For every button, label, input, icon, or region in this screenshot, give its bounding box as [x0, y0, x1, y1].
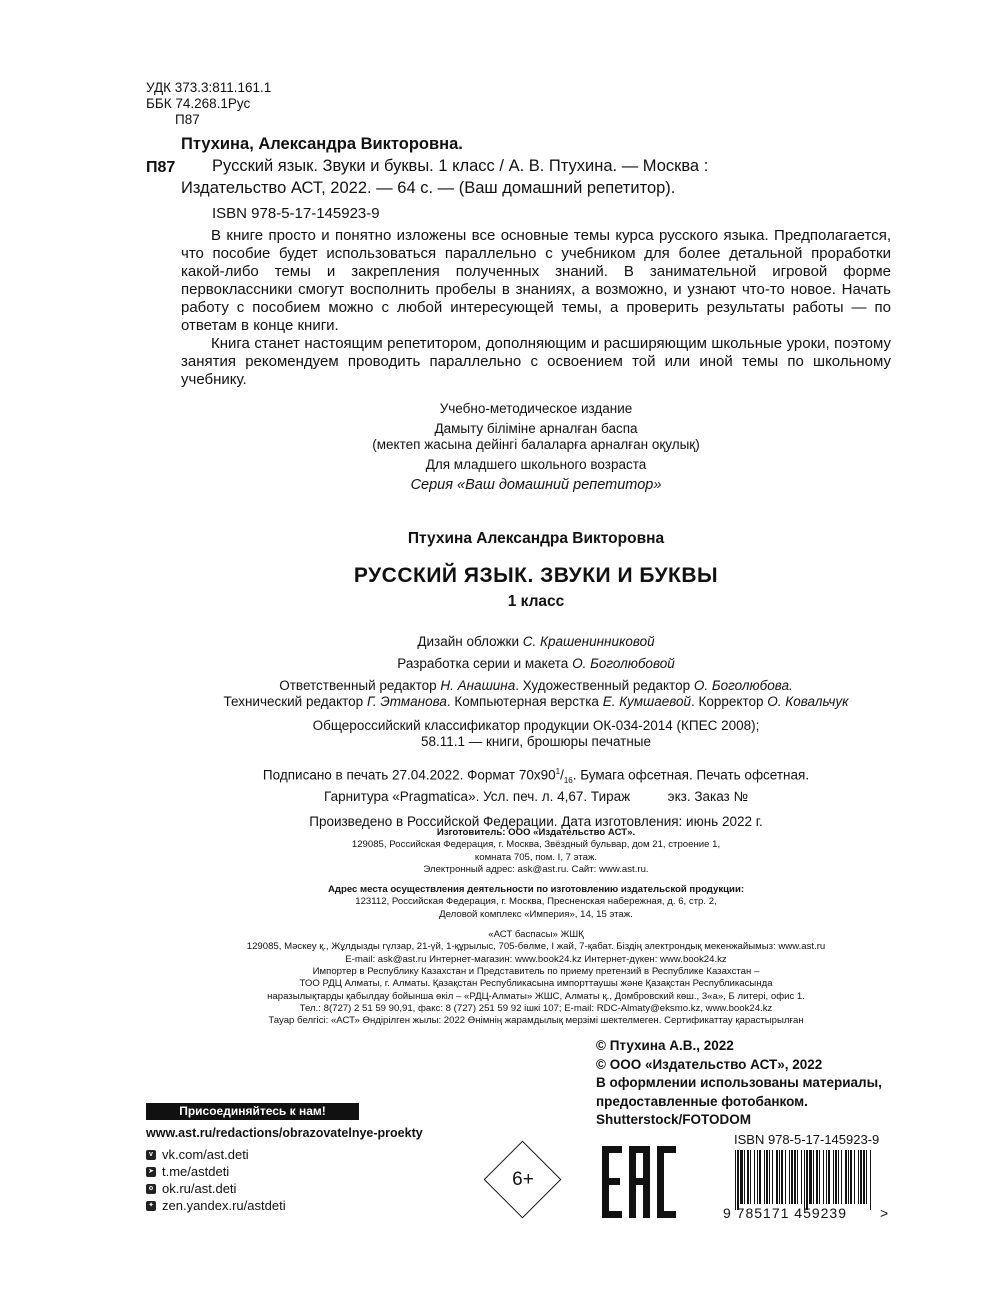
- barcode-bar: [870, 1150, 871, 1210]
- kz-line-2: 129085, Мәскеу қ., Жұлдызды гүлзар, 21-үй, 1-құрылыс, 705-бөлме, I жай, 7-қабат. Біздің электрондық мекенжайымыз: www.ast.ru: [246, 941, 826, 953]
- edition-block: [181, 401, 891, 493]
- social-telegram-text: t.me/astdeti: [162, 1164, 230, 1179]
- kz-line-3: E-mail: ask@ast.ru Интернет-магазин: www.book24.kz Интернет-дүкен: www.book24.kz: [345, 953, 727, 965]
- barcode-bar: [804, 1150, 805, 1210]
- udk: УДК 373.3:811.161.1: [146, 80, 272, 95]
- credit-tech: [181, 694, 891, 710]
- barcode-bar: [747, 1150, 749, 1204]
- credit-layout-label: . Компьютерная верстка: [446, 694, 603, 709]
- format-denominator: 16: [563, 776, 573, 786]
- title-author: Птухина Александра Викторовна: [407, 530, 665, 547]
- credit-art-name: О. Боголюбова.: [693, 678, 793, 693]
- edition-type: Учебно-методическое издание: [439, 401, 633, 416]
- credit-cover-label: Дизайн обложки: [417, 634, 523, 649]
- barcode-bar: [764, 1150, 765, 1204]
- manufacturer-line-2: комната 705, пом. I, 7 этаж.: [474, 851, 598, 863]
- author-code: П87: [175, 112, 200, 127]
- author-code-left: П87: [146, 159, 176, 176]
- made-in: Произведено в Российской Федерации. Дата изготовления: июнь 2022 г.: [309, 814, 763, 830]
- kz-line-5: ТОО РДЦ Алматы, г. Алматы. Қазақстан Республикасына импорттаушы және Қазақстан Республикасында: [299, 978, 773, 990]
- credit-art-label: . Художественный редактор: [515, 678, 694, 693]
- barcode-bar: [779, 1150, 780, 1204]
- barcode-bar: [850, 1150, 852, 1204]
- barcode-bars: [733, 1150, 877, 1210]
- barcode-bar: [791, 1150, 793, 1204]
- credit-tech-label: Технический редактор: [223, 694, 367, 709]
- edition-age: Для младшего школьного возраста: [425, 457, 647, 472]
- barcode-bar: [789, 1150, 790, 1204]
- eac-logo: [602, 1146, 676, 1218]
- barcode-bar: [740, 1150, 743, 1204]
- isbn-line: ISBN 978-5-17-145923-9: [212, 205, 380, 222]
- credit-layout-name: Е. Кумшаевой: [602, 694, 692, 709]
- social-vk-text: vk.com/ast.deti: [162, 1147, 249, 1162]
- join-url[interactable]: www.ast.ru/redactions/obrazovatelnye-proekty: [146, 1126, 423, 1140]
- credit-series-label: Разработка серии и макета: [397, 656, 573, 671]
- bibliography-line-2: Издательство АСТ, 2022. — 64 с. — (Ваш домашний репетитор).: [181, 179, 676, 197]
- barcode-bar: [845, 1150, 847, 1204]
- barcode-arrow: >: [880, 1205, 889, 1221]
- credit-cover-name: С. Крашенинниковой: [522, 634, 655, 649]
- credit-corr-name: О. Ковальчук: [767, 694, 849, 709]
- barcode-bar: [772, 1150, 773, 1204]
- credit-corr-label: . Корректор: [691, 694, 768, 709]
- credit-series: [181, 656, 891, 678]
- credit-cover: [181, 634, 891, 656]
- odnoklassniki-icon: o: [146, 1184, 156, 1194]
- annotation-paragraph-1: В книге просто и понятно изложены все основные темы курса русского языка. Предполагается, что пособие будет использоваться параллельно с учебником для более детальной проработки какой-либо темы и закрепления полученных знаний. В занимательной игровой форме первоклассники смогут восполнить пробелы в знаниях, а возможно, и узнают что-то новое. Начать работу с пособием можно с любой интересующей темы, а проверить результаты работы — по ответам в конце книги.: [181, 227, 891, 334]
- barcode-bar: [835, 1150, 837, 1204]
- print-info: [181, 764, 891, 830]
- social-ok[interactable]: [146, 1180, 286, 1197]
- social-links: [146, 1146, 286, 1214]
- barcode-bar: [826, 1150, 827, 1204]
- manufacturer-title: Изготовитель: ООО «Издательство АСТ».: [436, 827, 636, 838]
- print-line-2: Гарнитура «Pragmatica». Усл. печ. л. 4,67. Тираж экз. Заказ №: [324, 789, 748, 805]
- barcode-bar: [737, 1150, 739, 1210]
- edition-series: Серия «Ваш домашний репетитор»: [410, 477, 662, 493]
- join-banner: Присоединяйтесь к нам!: [146, 1103, 359, 1120]
- barcode-bar: [823, 1150, 824, 1204]
- print-line-1a: Подписано в печать 27.04.2022. Формат 70х90: [262, 767, 556, 783]
- barcode-digits: 9 785171 459239: [723, 1205, 847, 1221]
- barcode-bar: [766, 1150, 768, 1204]
- barcode-bar: [854, 1150, 855, 1204]
- credit-resp-name: Н. Анашина: [440, 678, 516, 693]
- format-slash: /: [560, 767, 564, 783]
- copyright-block: [596, 1037, 882, 1130]
- copyright-author: © Птухина А.В., 2022: [596, 1038, 734, 1053]
- barcode-bar: [754, 1150, 755, 1204]
- manufacturer-line-1: 129085, Российская Федерация, г. Москва, Звёздный бульвар, дом 21, строение 1,: [351, 839, 721, 851]
- barcode-bar: [794, 1150, 796, 1204]
- edition-kz-2: (мектеп жасына дейінгі балаларға арналған оқулық): [372, 437, 700, 452]
- barcode-bar: [757, 1150, 758, 1204]
- print-line-1: [181, 764, 891, 789]
- author-heading: Птухина, Александра Викторовна.: [181, 135, 463, 153]
- barcode-bar: [785, 1150, 786, 1204]
- barcode-bar: [841, 1150, 842, 1204]
- credit-editors: [181, 678, 891, 694]
- age-rating: [483, 1140, 563, 1220]
- annotation-paragraph-2: Книга станет настоящим репетитором, дополняющим и расширяющим школьные уроки, поэтому занятия рекомендуем проводить параллельно с освоением той или иной темы по школьному учебнику.: [181, 335, 891, 388]
- production-line-1: 123112, Российская Федерация, г. Москва, Пресненская набережная, д. 6, стр. 2,: [355, 896, 717, 908]
- social-telegram[interactable]: [146, 1163, 286, 1180]
- barcode: [733, 1150, 877, 1210]
- annotation: [181, 227, 891, 389]
- bibliography-line-1: Русский язык. Звуки и буквы. 1 класс / А. В. Птухина. — Москва :: [212, 157, 709, 175]
- classifier-line-2: 58.11.1 — книги, брошюры печатные: [420, 734, 652, 749]
- copyright-publisher: © ООО «Издательство АСТ», 2022: [596, 1056, 823, 1072]
- manufacturer-line-3: Электронный адрес: ask@ast.ru. Сайт: www.ast.ru.: [423, 863, 649, 875]
- kz-line-4: Импортер в Республику Казахстан и Представитель по приему претензий в Республике Казахстан –: [312, 965, 760, 977]
- barcode-bar: [781, 1150, 783, 1204]
- bbk: ББК 74.268.1Рус: [146, 96, 251, 111]
- barcode-bar: [863, 1150, 865, 1204]
- barcode-bar: [769, 1150, 770, 1204]
- zen-icon: ✦: [146, 1201, 156, 1211]
- credits: [181, 634, 891, 710]
- barcode-bar: [838, 1150, 839, 1204]
- kz-line-6: наразылықтарды қабылдау бойынша өкіл – «РДЦ-Алматы» ЖШС, Алматы қ., Домбровский көш., 3«а», Б литері, офис 1.: [267, 990, 805, 1002]
- social-zen-text: zen.yandex.ru/astdeti: [162, 1198, 286, 1213]
- kz-line-8: Тауар белгісі: «АСТ» Өндірілген жылы: 2022 Өнімнің жарамдылық мерзімі шектелмеген. Сертификаттау қарастырылған: [268, 1015, 804, 1027]
- social-zen[interactable]: [146, 1197, 286, 1214]
- production-title: Адрес места осуществления деятельности по изготовлению издательской продукции:: [327, 884, 745, 896]
- barcode-bar: [819, 1150, 820, 1204]
- barcode-bar: [828, 1150, 830, 1204]
- credit-series-name: О. Боголюбовой: [572, 656, 675, 671]
- barcode-bar: [806, 1150, 808, 1210]
- age-rating-text: 6+: [512, 1169, 534, 1190]
- barcode-bar: [776, 1150, 778, 1204]
- book-title: РУССКИЙ ЯЗЫК. ЗВУКИ И БУКВЫ: [353, 564, 719, 587]
- barcode-bar: [848, 1150, 849, 1204]
- copyright-photo-3: Shutterstock/FOTODOM: [596, 1112, 752, 1127]
- barcode-bar: [759, 1150, 761, 1204]
- kz-line-1: «АСТ баспасы» ЖШҚ: [488, 929, 584, 941]
- credit-resp-label: Ответственный редактор: [279, 678, 441, 693]
- vk-icon: v: [146, 1150, 156, 1160]
- barcode-bar: [744, 1150, 745, 1204]
- barcode-bar: [809, 1150, 812, 1204]
- barcode-bar: [735, 1150, 736, 1210]
- barcode-bar: [816, 1150, 818, 1204]
- production-line-2: Деловой комплекс «Империя», 14, 15 этаж.: [439, 908, 633, 920]
- eac-mark-svg: [602, 1146, 676, 1218]
- barcode-isbn: ISBN 978-5-17-145923-9: [734, 1132, 880, 1147]
- edition-kz-1: Дамыту біліміне арналған баспа: [434, 421, 638, 436]
- barcode-bar: [797, 1150, 798, 1204]
- copyright-photo-1: В оформлении использованы материалы,: [596, 1075, 882, 1090]
- barcode-bar: [860, 1150, 862, 1204]
- barcode-bar: [750, 1150, 751, 1204]
- copyright-photo-2: предоставленные фотобанком.: [596, 1093, 808, 1109]
- book-grade: 1 класс: [507, 593, 565, 610]
- barcode-bar: [833, 1150, 834, 1204]
- format-numerator: 1: [555, 767, 561, 776]
- credit-tech-name: Г. Этманова: [366, 694, 447, 709]
- barcode-bar: [858, 1150, 859, 1204]
- barcode-bar: [866, 1150, 867, 1204]
- telegram-icon: ➤: [146, 1167, 156, 1177]
- classifier-line-1: Общероссийский классификатор продукции ОК-034-2014 (КПЕС 2008);: [312, 718, 760, 733]
- barcode-bar: [813, 1150, 814, 1204]
- classifier: [181, 718, 891, 750]
- kz-line-7: Тел.: 8(727) 2 51 59 90,91, факс: 8 (727) 251 59 92 ішкі 107; E-mail: RDC-Almaty@eksmo.kz, www.book24.kz: [299, 1002, 773, 1014]
- barcode-bar: [801, 1150, 802, 1204]
- legal-block: [181, 827, 891, 1027]
- print-line-1b: . Бумага офсетная. Печать офсетная.: [572, 767, 810, 783]
- social-ok-text: ok.ru/ast.deti: [162, 1181, 237, 1196]
- social-vk[interactable]: [146, 1146, 286, 1163]
